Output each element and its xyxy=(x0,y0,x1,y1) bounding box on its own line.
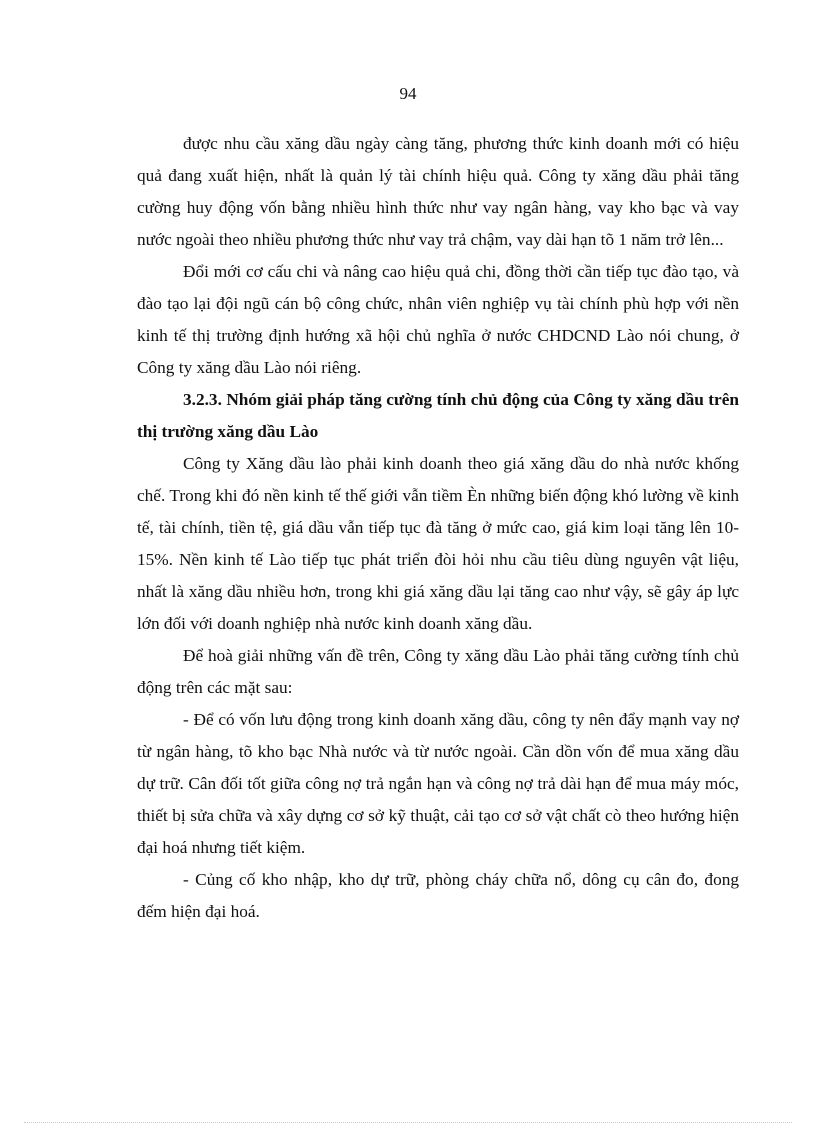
section-heading: 3.2.3. Nhóm giải pháp tăng cường tính chủ động của Công ty xăng dầu trên thị trường xăng dầu Lào xyxy=(137,390,739,441)
paragraph-initiative-intro: Để hoà giải những vấn đề trên, Công ty xăng dầu Lào phải tăng cường tính chủ động trên các mặt sau: xyxy=(137,646,739,697)
paragraph-pricing: Công ty Xăng dầu lào phải kinh doanh theo giá xăng dầu do nhà nước khống chế. Trong khi đó nền kinh tế thế giới vẫn tiềm Èn những biến động khó lường về kinh tế, tài chính, tiền tệ, giá dầu vẫn tiếp tục đà tăng ở mức cao, giá kim loại tăng lên 10-15%. Nền kinh tế Lào tiếp tục phát triển đòi hỏi nhu cầu tiêu dùng nguyên vật liệu, nhất là xăng dầu nhiều hơn, trong khi giá xăng dầu lại tăng cao như vậy, sẽ gây áp lực lớn đối với doanh nghiệp nhà nước kinh doanh xăng dầu. xyxy=(137,454,739,633)
paragraph-reform-spending: Đổi mới cơ cấu chi và nâng cao hiệu quả chi, đồng thời cần tiếp tục đào tạo, và đào tạo lại đội ngũ cán bộ công chức, nhân viên nghiệp vụ tài chính phù hợp với nền kinh tế thị trường định hướng xã hội chủ nghĩa ở nước CHDCND Lào nói chung, ở Công ty xăng dầu Lào nói riêng. xyxy=(137,262,739,377)
document-body xyxy=(137,128,739,928)
paragraph-continuation: được nhu cầu xăng dầu ngày càng tăng, phương thức kinh doanh mới có hiệu quả đang xuất hiện, nhất là quản lý tài chính hiệu quả. Công ty xăng dầu phải tăng cường huy động vốn bằng nhiều hình thức như vay ngân hàng, vay kho bạc và vay nước ngoài theo nhiều phương thức như vay trả chậm, vay dài hạn tõ 1 năm trở lên... xyxy=(137,134,739,249)
list-item-storage: - Củng cố kho nhập, kho dự trữ, phòng cháy chữa nổ, dông cụ cân đo, đong đếm hiện đại hoá. xyxy=(137,870,739,921)
list-item-working-capital: - Để có vốn lưu động trong kinh doanh xăng dầu, công ty nên đẩy mạnh vay nợ từ ngân hàng, tõ kho bạc Nhà nước và từ nước ngoài. Cần dồn vốn để mua xăng dầu dự trữ. Cân đối tốt giữa công nợ trả ngắn hạn và công nợ trả dài hạn để mua máy móc, thiết bị sửa chữa và xây dựng cơ sở kỹ thuật, cải tạo cơ sở vật chất cò theo hướng hiện đại hoá nhưng tiết kiệm. xyxy=(137,710,739,857)
page-number: 94 xyxy=(399,84,417,103)
